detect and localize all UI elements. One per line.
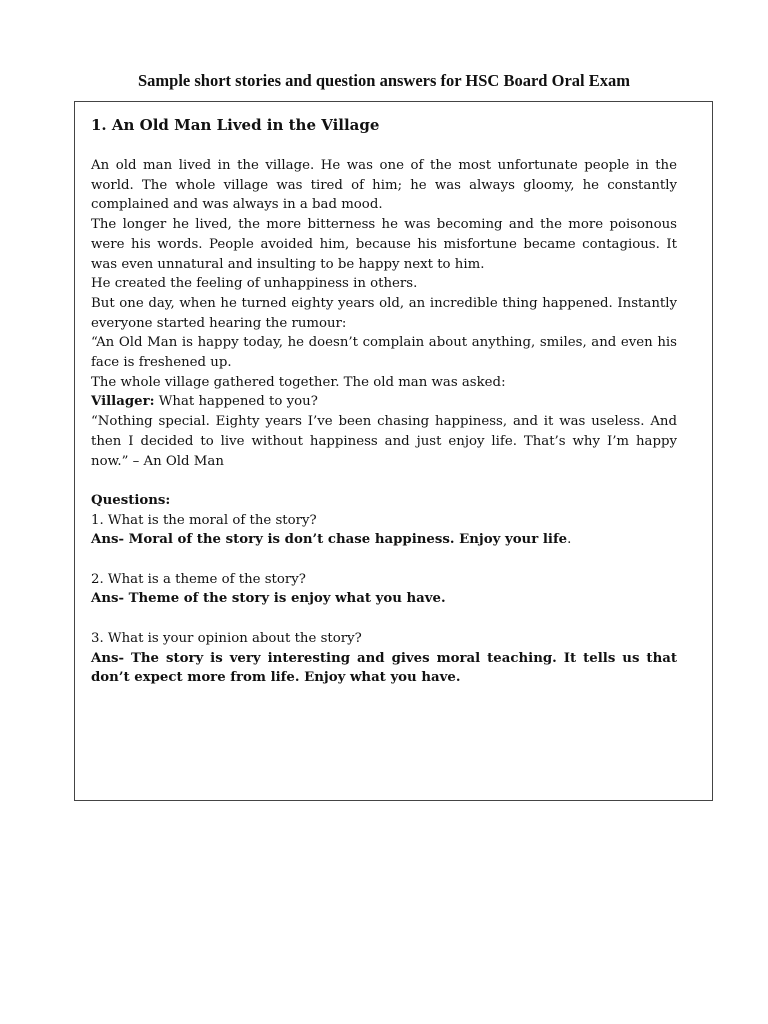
question-text: 3. What is your opinion about the story? xyxy=(91,630,362,646)
story-paragraph: “An Old Man is happy today, he doesn’t complain about anything, smiles, and even his face is freshened up. xyxy=(91,335,677,371)
answer-text: Ans- Theme of the story is enjoy what you have. xyxy=(91,591,446,607)
story-body xyxy=(91,156,677,471)
villager-question: What happened to you? xyxy=(154,394,318,410)
questions-heading: Questions: xyxy=(91,492,171,508)
story-paragraph: The longer he lived, the more bitterness he was becoming and the more poisonous were his words. People avoided him, because his misfortune became contagious. It was even unnatural and insulting to be happy next to him. xyxy=(91,217,677,272)
story-paragraph: He created the feeling of unhappiness in others. xyxy=(91,276,418,292)
answer-line xyxy=(91,649,677,688)
villager-line xyxy=(91,392,677,412)
villager-label: Villager: xyxy=(91,394,155,410)
question-block xyxy=(91,629,677,688)
answer-text: Ans- Moral of the story is don’t chase happiness. Enjoy your life xyxy=(91,532,568,548)
answer-text: Ans- The story is very interesting and gives moral teaching. It tells us that don’t expect more from life. Enjoy what you have. xyxy=(91,650,677,686)
story-title: 1. An Old Man Lived in the Village xyxy=(91,116,380,134)
story-box xyxy=(74,101,713,801)
question-block xyxy=(91,570,677,609)
story-paragraph: But one day, when he turned eighty years old, an incredible thing happened. Instantly everyone started hearing the rumour: xyxy=(91,295,677,331)
question-text: 2. What is a theme of the story? xyxy=(91,571,306,587)
questions-heading-block xyxy=(91,491,677,550)
story-paragraph: An old man lived in the village. He was one of the most unfortunate people in the world. The whole village was tired of him; he was always gloomy, he constantly complained and was always in a bad mood. xyxy=(91,158,677,213)
story-paragraph: The whole village gathered together. The old man was asked: xyxy=(91,374,506,390)
question-text: 1. What is the moral of the story? xyxy=(91,512,317,528)
old-man-reply: “Nothing special. Eighty years I’ve been chasing happiness, and it was useless. And then I decided to live without happiness and just enjoy life. That’s why I’m happy now.” – An Old Man xyxy=(91,414,677,469)
page-header: Sample short stories and question answers for HSC Board Oral Exam xyxy=(138,71,630,90)
answer-suffix: . xyxy=(567,532,572,548)
answer-line xyxy=(91,589,677,609)
questions-section xyxy=(91,491,677,688)
answer-line xyxy=(91,530,677,550)
